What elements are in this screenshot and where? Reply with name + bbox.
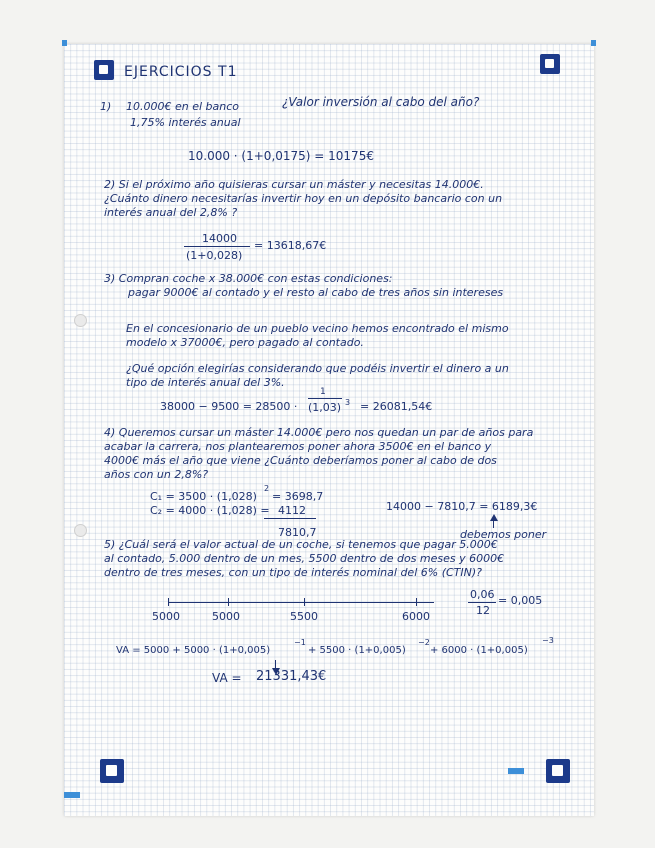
binder-hole	[74, 524, 87, 537]
ex4-c1: C₁ = 3500 · (1,028)	[150, 490, 257, 503]
ex5-line2: al contado, 5.000 dentro de un mes, 5500 dentro de dos meses y 6000€	[104, 552, 505, 565]
ex4-line4: años con un 2,8%?	[104, 468, 209, 481]
ex3-calc-exp: 3	[345, 398, 351, 407]
ex3-line5: ¿Qué opción elegirías considerando que podéis invertir el dinero a un	[126, 362, 509, 375]
ex3-line6: tipo de interés anual del 3%.	[126, 376, 285, 389]
ex5-line1: 5) ¿Cuál será el valor actual de un coche, si tenemos que pagar 5.000€	[104, 538, 498, 551]
ex4-c1-exp: 2	[264, 484, 270, 493]
ex4-c1-result: = 3698,7	[272, 490, 324, 503]
ex5-exp1: −1	[294, 638, 306, 647]
ex3-line1: 3) Compran coche x 38.000€ con estas condiciones:	[104, 272, 393, 285]
edge-tab	[64, 792, 80, 798]
timeline-tick	[228, 598, 229, 606]
ex4-sum: 7810,7	[278, 526, 317, 539]
ex5-rate-den: 12	[476, 604, 490, 617]
ex3-calc-result: = 26081,54€	[360, 400, 433, 413]
ex1-line2: 1,75% interés anual	[130, 116, 241, 129]
ex2-line1: 2) Si el próximo año quisieras cursar un máster y necesitas 14.000€.	[104, 178, 484, 191]
ex4-line2: acabar la carrera, nos plantearemos poner ahora 3500€ en el banco y	[104, 440, 492, 453]
timeline-tick	[168, 598, 169, 606]
ex5-va-end: + 6000 · (1+0,005)	[430, 645, 528, 656]
ex3-calc-left: 38000 − 9500 = 28500 ·	[160, 400, 298, 413]
notebook-page	[64, 44, 594, 816]
ex4-c2-result: 4112	[278, 504, 306, 517]
timeline-value: 5000	[152, 610, 180, 623]
ex3-line2: pagar 9000€ al contado y el resto al cabo de tres años sin intereses	[128, 286, 504, 299]
timeline-value: 6000	[402, 610, 430, 623]
ex2-line2: ¿Cuánto dinero necesitarías invertir hoy en un depósito bancario con un	[104, 192, 503, 205]
binder-hole	[74, 314, 87, 327]
ex4-c2: C₂ = 4000 · (1,028) =	[150, 504, 270, 517]
ex5-exp3: −3	[542, 636, 554, 645]
edge-tab	[62, 40, 67, 46]
timeline-tick	[416, 598, 417, 606]
ex5-va-result: 21331,43€	[256, 669, 327, 684]
ex4-diff: 14000 − 7810,7 = 6189,3€	[386, 500, 538, 513]
corner-marker-icon	[100, 759, 124, 783]
sum-line	[264, 518, 316, 519]
ex2-result: = 13618,67€	[254, 239, 327, 252]
ex3-line3: En el concesionario de un pueblo vecino hemos encontrado el mismo	[126, 322, 509, 335]
ex1-calc: 10.000 · (1+0,0175) = 10175€	[188, 149, 374, 163]
fraction-bar	[308, 398, 342, 399]
ex4-line1: 4) Queremos cursar un máster 14.000€ pero nos quedan un par de años para	[104, 426, 534, 439]
ex3-calc-den: (1,03)	[308, 401, 342, 414]
timeline-axis	[168, 602, 434, 603]
fraction-bar	[468, 602, 496, 603]
ex2-denominator: (1+0,028)	[186, 249, 243, 262]
arrow-up-icon	[490, 514, 498, 521]
ex5-va-mid: + 5500 · (1+0,005)	[308, 645, 406, 656]
timeline-value: 5000	[212, 610, 240, 623]
ex4-line3: 4000€ más el año que viene ¿Cuánto deberíamos poner al cabo de dos	[104, 454, 497, 467]
corner-marker-icon	[546, 759, 570, 783]
timeline-value: 5500	[290, 610, 318, 623]
edge-tab	[591, 40, 596, 46]
ex5-va-formula: VA = 5000 + 5000 · (1+0,005)	[116, 645, 271, 656]
ex1-question: ¿Valor inversión al cabo del año?	[282, 95, 480, 109]
ex5-va-label: VA =	[212, 671, 242, 685]
fraction-bar	[184, 246, 250, 247]
ex5-rate-result: = 0,005	[498, 594, 543, 607]
ex3-line4: modelo x 37000€, pero pagado al contado.	[126, 336, 364, 349]
ex2-line3: interés anual del 2,8% ?	[104, 206, 238, 219]
ex2-numerator: 14000	[202, 232, 237, 245]
timeline-tick	[304, 598, 305, 606]
page-title: EJERCICIOS T1	[124, 64, 238, 80]
edge-tab	[508, 768, 524, 774]
arrow-stem	[493, 520, 494, 528]
ex1-line1: 10.000€ en el banco	[126, 100, 240, 113]
ex1-number: 1)	[100, 100, 112, 113]
ex5-exp2: −2	[418, 638, 430, 647]
ex5-rate-num: 0,06	[470, 588, 495, 601]
ex3-calc-num: 1	[320, 387, 326, 397]
ex4-note: debemos poner	[460, 528, 547, 541]
corner-marker-icon	[540, 54, 560, 74]
ex5-line3: dentro de tres meses, con un tipo de interés nominal del 6% (CTIN)?	[104, 566, 482, 579]
corner-marker-icon	[94, 60, 114, 80]
